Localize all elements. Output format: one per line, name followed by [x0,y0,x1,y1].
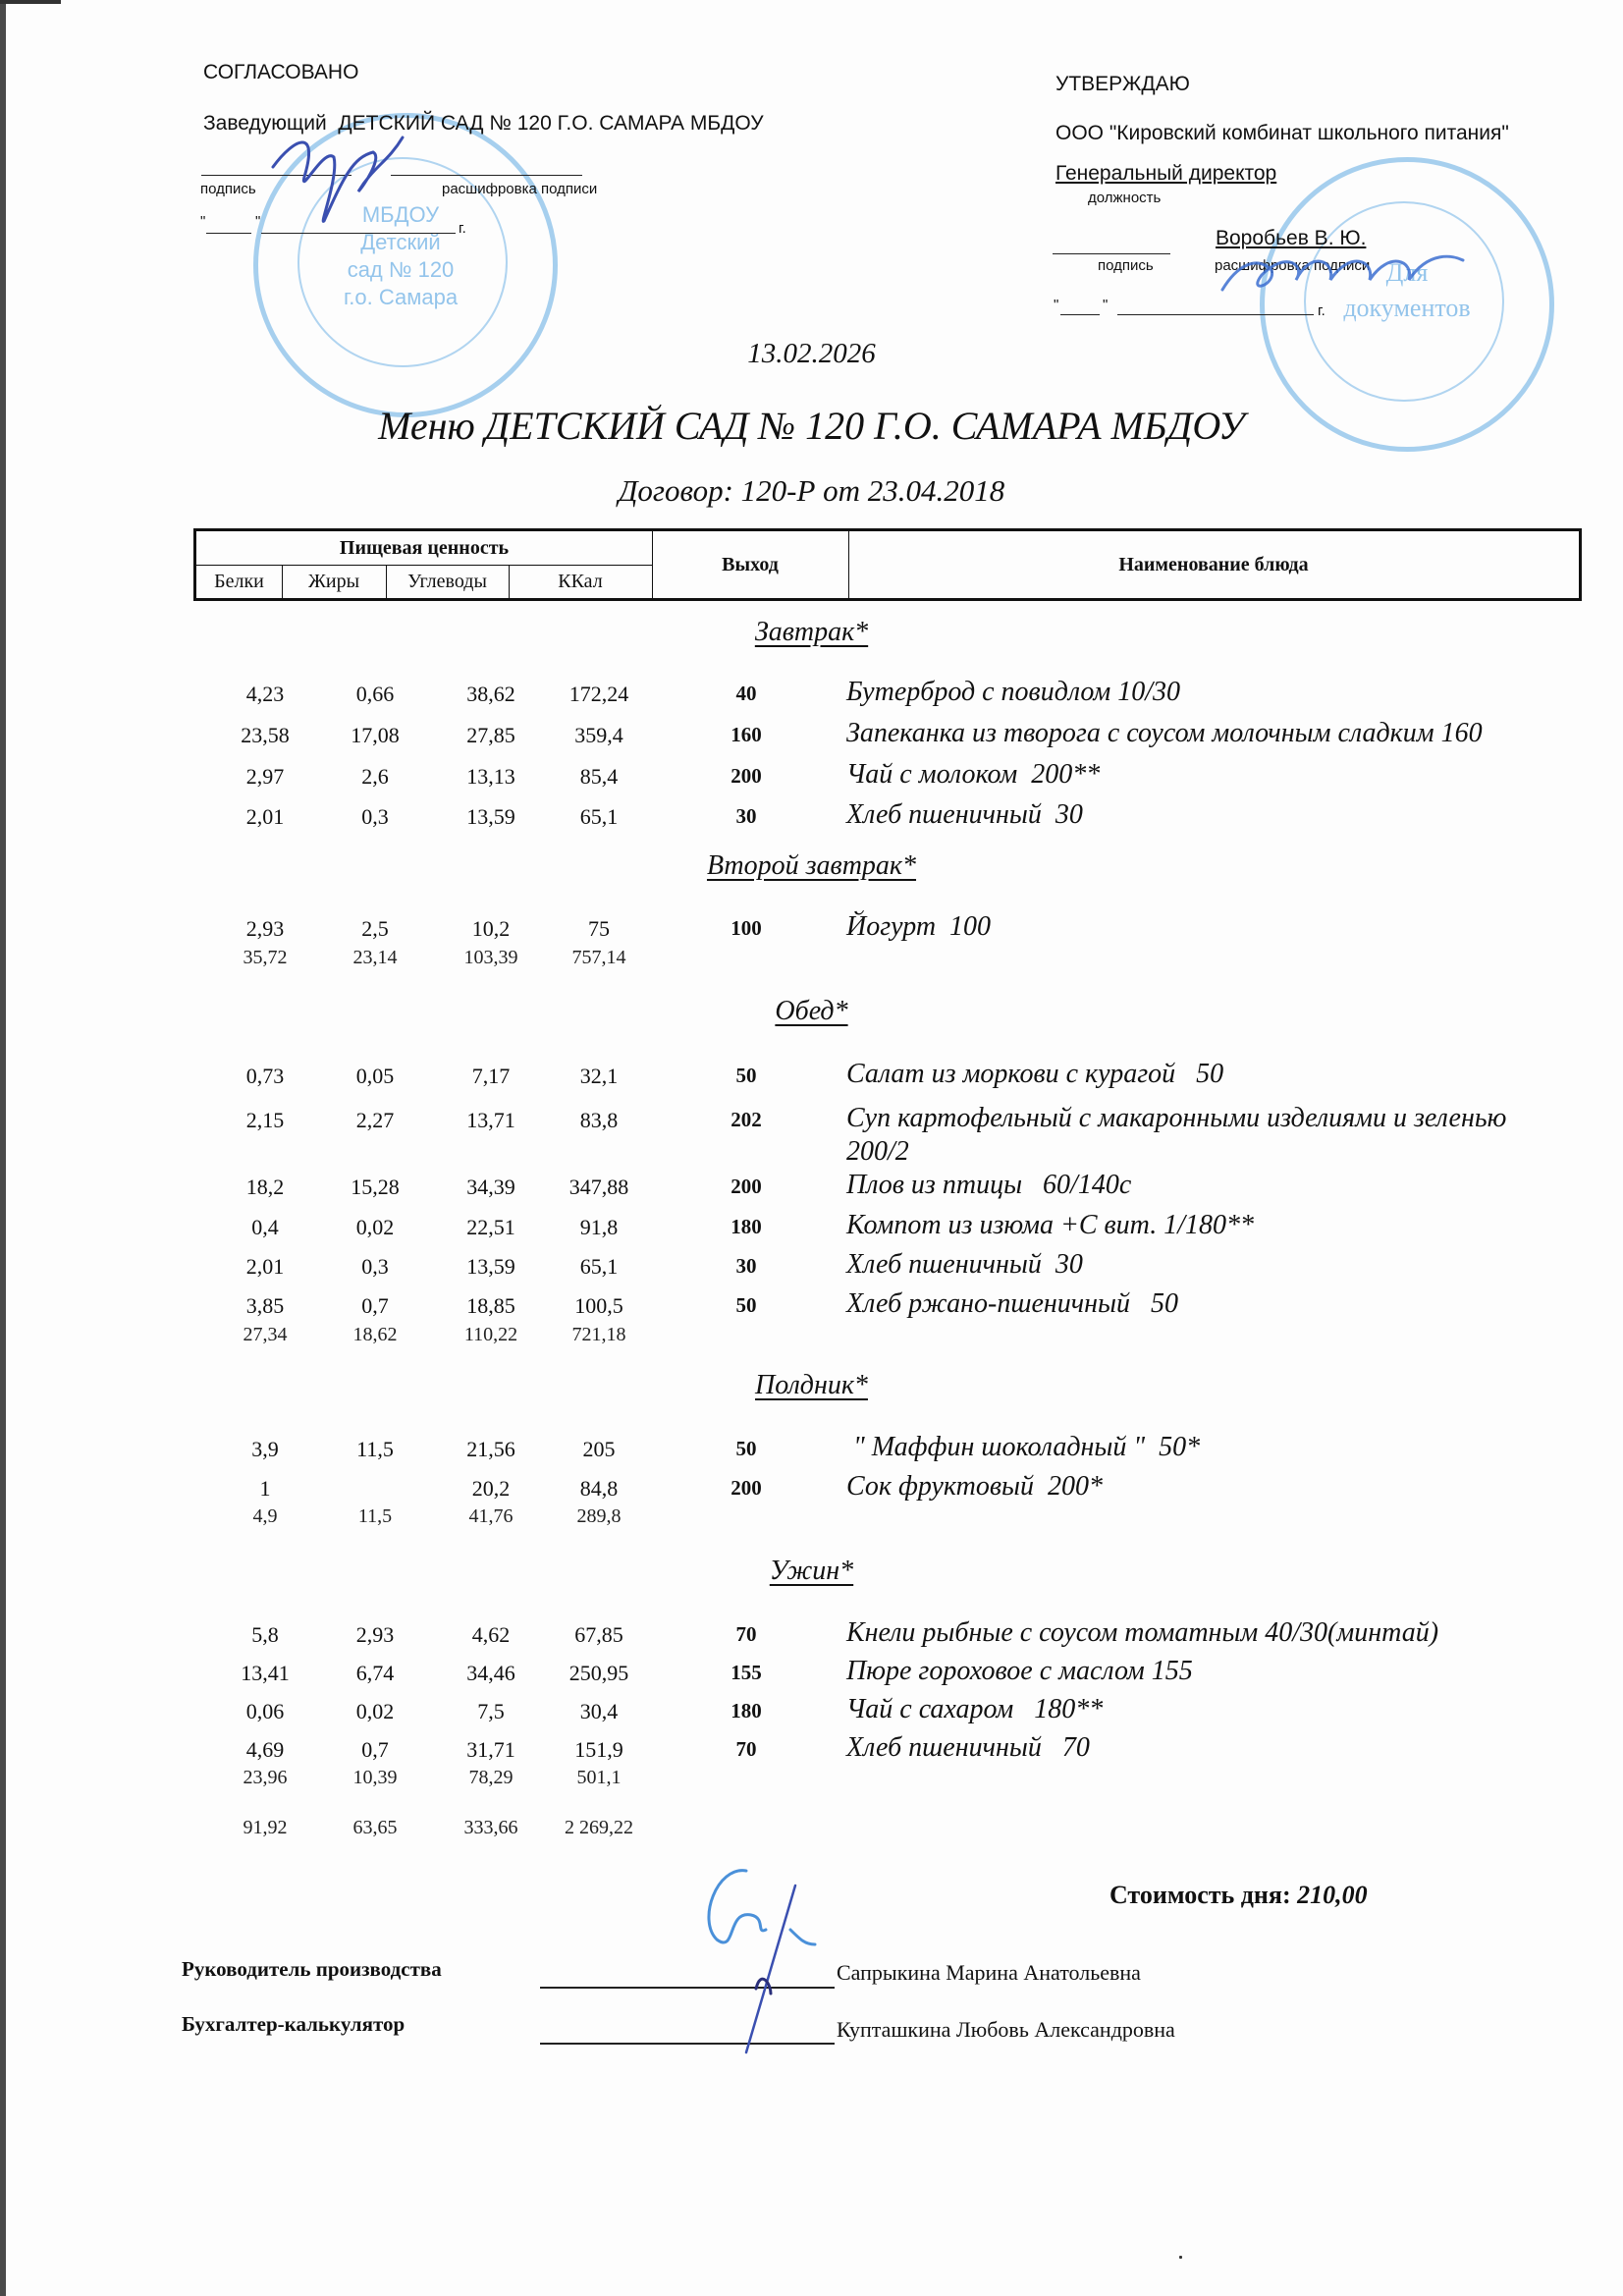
cell-carbs: 10,2 [471,916,511,941]
cell-dish-name: Йогурт 100 [846,911,992,942]
cell-carbs: 4,62 [471,1622,511,1647]
cell-carbs: 38,62 [466,682,515,706]
date-day-line [1060,314,1100,315]
meal-section-title [0,850,1623,882]
total-kcal: 757,14 [571,947,626,968]
cell-dish-name: Кнели рыбные с соусом томатным 40/30(минтай) [846,1617,1439,1648]
cell-dish-name: Чай с сахаром 180** [846,1694,1104,1724]
cell-kcal: 205 [582,1437,616,1461]
meal-title-text: Полдник* [755,1370,868,1400]
cell-dish-name: Бутерброд с повидлом 10/30 [846,677,1181,707]
date-quote-close: " [1103,297,1109,313]
cell-protein: 2,01 [245,804,285,829]
cell-yield: 200 [730,1476,762,1500]
cell-fat: 2,6 [361,764,389,789]
cell-dish-name: Сок фруктовый 200* [846,1471,1103,1502]
decode-label: расшифровка подписи [1215,257,1371,274]
grand-total-row [0,1817,1623,1856]
day-cost-label: Стоимость дня: [1109,1881,1291,1909]
cell-dish-name: Компот из изюма +С вит. 1/180** [846,1210,1255,1240]
stamp-text-line: Детский [360,230,441,254]
cell-kcal: 83,8 [579,1108,619,1132]
total-carbs: 41,76 [468,1505,514,1527]
cell-dish-name: Хлеб ржано-пшеничный 50 [846,1288,1179,1319]
cell-dish-name: Суп картофельный с макаронными изделиями и зеленью 200/2 [846,1103,1521,1167]
cell-yield: 200 [730,1175,762,1198]
cell-protein: 5,8 [251,1622,279,1647]
signature-line [1053,253,1170,254]
header-yield: Выход [722,553,779,575]
cell-yield: 50 [735,1064,757,1087]
signature-label: подпись [200,181,256,197]
grand-total-carbs: 333,66 [463,1817,518,1838]
contract-info: Договор: 120-Р от 23.04.2018 [618,473,1005,508]
cell-protein: 0,06 [245,1699,285,1723]
cell-carbs: 34,46 [466,1661,515,1685]
cell-kcal: 172,24 [568,682,629,706]
cell-dish-name: Хлеб пшеничный 30 [846,799,1083,830]
cell-kcal: 65,1 [579,1254,619,1279]
total-carbs: 78,29 [468,1767,514,1788]
cell-protein: 13,41 [241,1661,290,1685]
cell-carbs: 20,2 [471,1476,511,1501]
signature-name: Купташкина Любовь Александровна [837,2017,1175,2042]
total-kcal: 501,1 [576,1767,622,1788]
stamp-text-line: документов [1343,294,1471,322]
meal-total-row [0,1767,1623,1806]
cell-carbs: 18,85 [466,1293,515,1318]
cell-kcal: 359,4 [574,723,623,747]
cell-yield: 180 [730,1215,762,1238]
date-quote-open: " [200,213,206,230]
cell-protein: 0,4 [251,1215,279,1239]
cell-yield: 200 [730,764,762,788]
meal-title-text: Обед* [775,996,848,1026]
cell-fat: 15,28 [351,1175,400,1199]
cell-carbs: 34,39 [466,1175,515,1199]
cell-dish-name: Хлеб пшеничный 70 [846,1732,1090,1763]
cell-carbs: 13,59 [466,1254,515,1279]
cell-fat: 0,02 [355,1215,395,1239]
cell-fat: 0,7 [361,1293,389,1318]
grand-total-fat: 63,65 [352,1817,398,1838]
cell-kcal: 250,95 [568,1661,629,1685]
cell-carbs: 21,56 [466,1437,515,1461]
cell-protein: 4,23 [245,682,285,706]
cell-yield: 180 [730,1699,762,1722]
table-row [0,1103,1623,1167]
cell-carbs: 27,85 [466,723,515,747]
scan-edge [0,0,61,4]
cell-fat: 2,5 [361,916,389,941]
cell-kcal: 151,9 [574,1737,623,1762]
total-fat: 23,14 [352,947,398,968]
cell-protein: 3,85 [245,1293,285,1318]
stamp-text-line: г.о. Самара [343,285,459,309]
cell-carbs: 31,71 [466,1737,515,1762]
approval-right-position: Генеральный директор [1055,162,1277,185]
cell-fat: 0,3 [361,1254,389,1279]
cell-carbs: 13,71 [466,1108,515,1132]
meal-total-row [0,1324,1623,1363]
cell-fat: 2,93 [355,1622,395,1647]
approval-right-heading: УТВЕРЖДАЮ [1055,73,1190,95]
approval-left-position: Заведующий ДЕТСКИЙ САД № 120 Г.О. САМАРА МБДОУ [203,112,764,135]
signature-name: Сапрыкина Марина Анатольевна [837,1960,1141,1985]
cell-protein: 4,69 [245,1737,285,1762]
grand-total-protein: 91,92 [243,1817,288,1838]
cell-yield: 50 [735,1293,757,1317]
cell-kcal: 65,1 [579,804,619,829]
cell-protein: 3,9 [251,1437,279,1461]
cell-fat: 0,7 [361,1737,389,1762]
total-kcal: 721,18 [571,1324,626,1345]
cell-fat: 0,3 [361,804,389,829]
cell-kcal: 85,4 [579,764,619,789]
cell-fat: 17,08 [351,723,400,747]
meal-title-text: Второй завтрак* [706,850,917,881]
approver-name: Воробьев В. Ю. [1216,227,1367,249]
date-quote-close: " [255,213,261,230]
cell-protein: 2,01 [245,1254,285,1279]
header-dish-name: Наименование блюда [1118,553,1309,575]
cell-yield: 70 [735,1737,757,1761]
table-header [193,528,1582,601]
signature-scribble [265,118,412,236]
day-cost-value: 210,00 [1297,1881,1368,1909]
table-row [0,718,1623,762]
cell-yield: 70 [735,1622,757,1646]
cell-fat: 0,66 [355,682,395,706]
scan-dot [1179,2256,1182,2259]
total-fat: 18,62 [352,1324,398,1345]
cell-fat: 0,02 [355,1699,395,1723]
signature-scribble [677,1861,874,2057]
total-protein: 27,34 [243,1324,288,1345]
cell-protein: 18,2 [245,1175,285,1199]
day-cost [1109,1881,1368,1910]
cell-dish-name: Пюре гороховое с маслом 155 [846,1656,1193,1686]
cell-fat: 6,74 [355,1661,395,1685]
meal-section-title [0,1370,1623,1401]
cell-kcal: 67,85 [574,1622,623,1647]
cell-dish-name: Запеканка из творога с соусом молочным сладким 160 [846,718,1483,748]
stamp-text-line: МБДОУ [361,202,440,227]
cell-carbs: 13,59 [466,804,515,829]
meal-section-title [0,996,1623,1027]
cell-yield: 100 [730,916,762,940]
cell-yield: 50 [735,1437,757,1460]
signature-label: подпись [1098,257,1154,274]
stamp-text-line: Для [1385,258,1429,287]
cell-yield: 30 [735,804,757,828]
table-row [0,759,1623,803]
cell-protein: 2,93 [245,916,285,941]
header-fat: Жиры [307,570,360,592]
signature-scribble [1217,236,1473,304]
cell-kcal: 91,8 [579,1215,619,1239]
cell-dish-name: Хлеб пшеничный 30 [846,1249,1083,1280]
cell-dish-name: Чай с молоком 200** [846,759,1101,790]
meal-title-text: Ужин* [769,1556,854,1586]
cell-protein: 2,97 [245,764,285,789]
total-carbs: 103,39 [463,947,518,968]
cell-carbs: 7,5 [477,1699,505,1723]
header-protein: Белки [214,570,264,592]
cell-kcal: 100,5 [574,1293,623,1318]
cell-carbs: 13,13 [466,764,515,789]
cell-fat: 0,05 [355,1064,395,1088]
total-carbs: 110,22 [463,1324,518,1345]
cell-kcal: 347,88 [568,1175,629,1199]
approval-left-heading: СОГЛАСОВАНО [203,61,359,83]
total-fat: 10,39 [352,1767,398,1788]
cell-yield: 202 [730,1108,762,1131]
date-quote-open: " [1054,297,1059,313]
date-year-suffix: г. [459,220,466,237]
cell-carbs: 7,17 [471,1064,511,1088]
table-row [0,1059,1623,1103]
cell-kcal: 32,1 [579,1064,619,1088]
meal-section-title [0,1556,1623,1587]
header-kcal: ККал [558,570,603,592]
meal-title-text: Завтрак* [754,617,869,647]
position-label: должность [1088,190,1162,206]
grand-total-kcal: 2 269,22 [565,1817,633,1838]
cell-kcal: 75 [588,916,610,941]
table-row [0,1170,1623,1214]
cell-yield: 40 [735,682,757,705]
cell-yield: 155 [730,1661,762,1684]
header-carbs: Углеводы [407,570,487,592]
cell-protein: 2,15 [245,1108,285,1132]
decode-line [391,175,582,176]
total-kcal: 289,8 [576,1505,622,1527]
cell-yield: 30 [735,1254,757,1278]
table-row [0,677,1623,721]
meal-total-row [0,1505,1623,1545]
cell-protein: 1 [259,1476,271,1501]
meal-section-title [0,617,1623,648]
signature-role: Бухгалтер-калькулятор [182,2012,406,2036]
date-month-line [1117,314,1314,315]
total-protein: 35,72 [243,947,288,968]
decode-label: расшифровка подписи [442,181,598,197]
approval-right-organization: ООО "Кировский комбинат школьного питания" [1055,122,1509,144]
cell-yield: 160 [730,723,762,746]
total-protein: 23,96 [243,1767,288,1788]
menu-date: 13.02.2026 [747,338,876,369]
total-fat: 11,5 [357,1505,393,1527]
header-nutrition: Пищевая ценность [339,536,510,559]
cell-dish-name: Салат из моркови с курагой 50 [846,1059,1224,1089]
table-row [0,799,1623,844]
signature-role: Руководитель производства [182,1957,442,1981]
cell-protein: 0,73 [245,1064,285,1088]
stamp-text-line: сад № 120 [347,257,455,282]
cell-fat: 11,5 [356,1437,394,1461]
page-title: Меню ДЕТСКИЙ САД № 120 Г.О. САМАРА МБДОУ [378,404,1245,448]
cell-kcal: 30,4 [579,1699,619,1723]
date-year-suffix: г. [1318,302,1325,319]
cell-carbs: 22,51 [466,1215,515,1239]
cell-dish-name: " Маффин шоколадный " 50* [846,1432,1201,1462]
date-day-line [206,233,251,234]
cell-kcal: 84,8 [579,1476,619,1501]
cell-fat: 2,27 [355,1108,395,1132]
meal-total-row [0,947,1623,986]
total-protein: 4,9 [252,1505,278,1527]
cell-dish-name: Плов из птицы 60/140с [846,1170,1132,1200]
cell-protein: 23,58 [241,723,290,747]
